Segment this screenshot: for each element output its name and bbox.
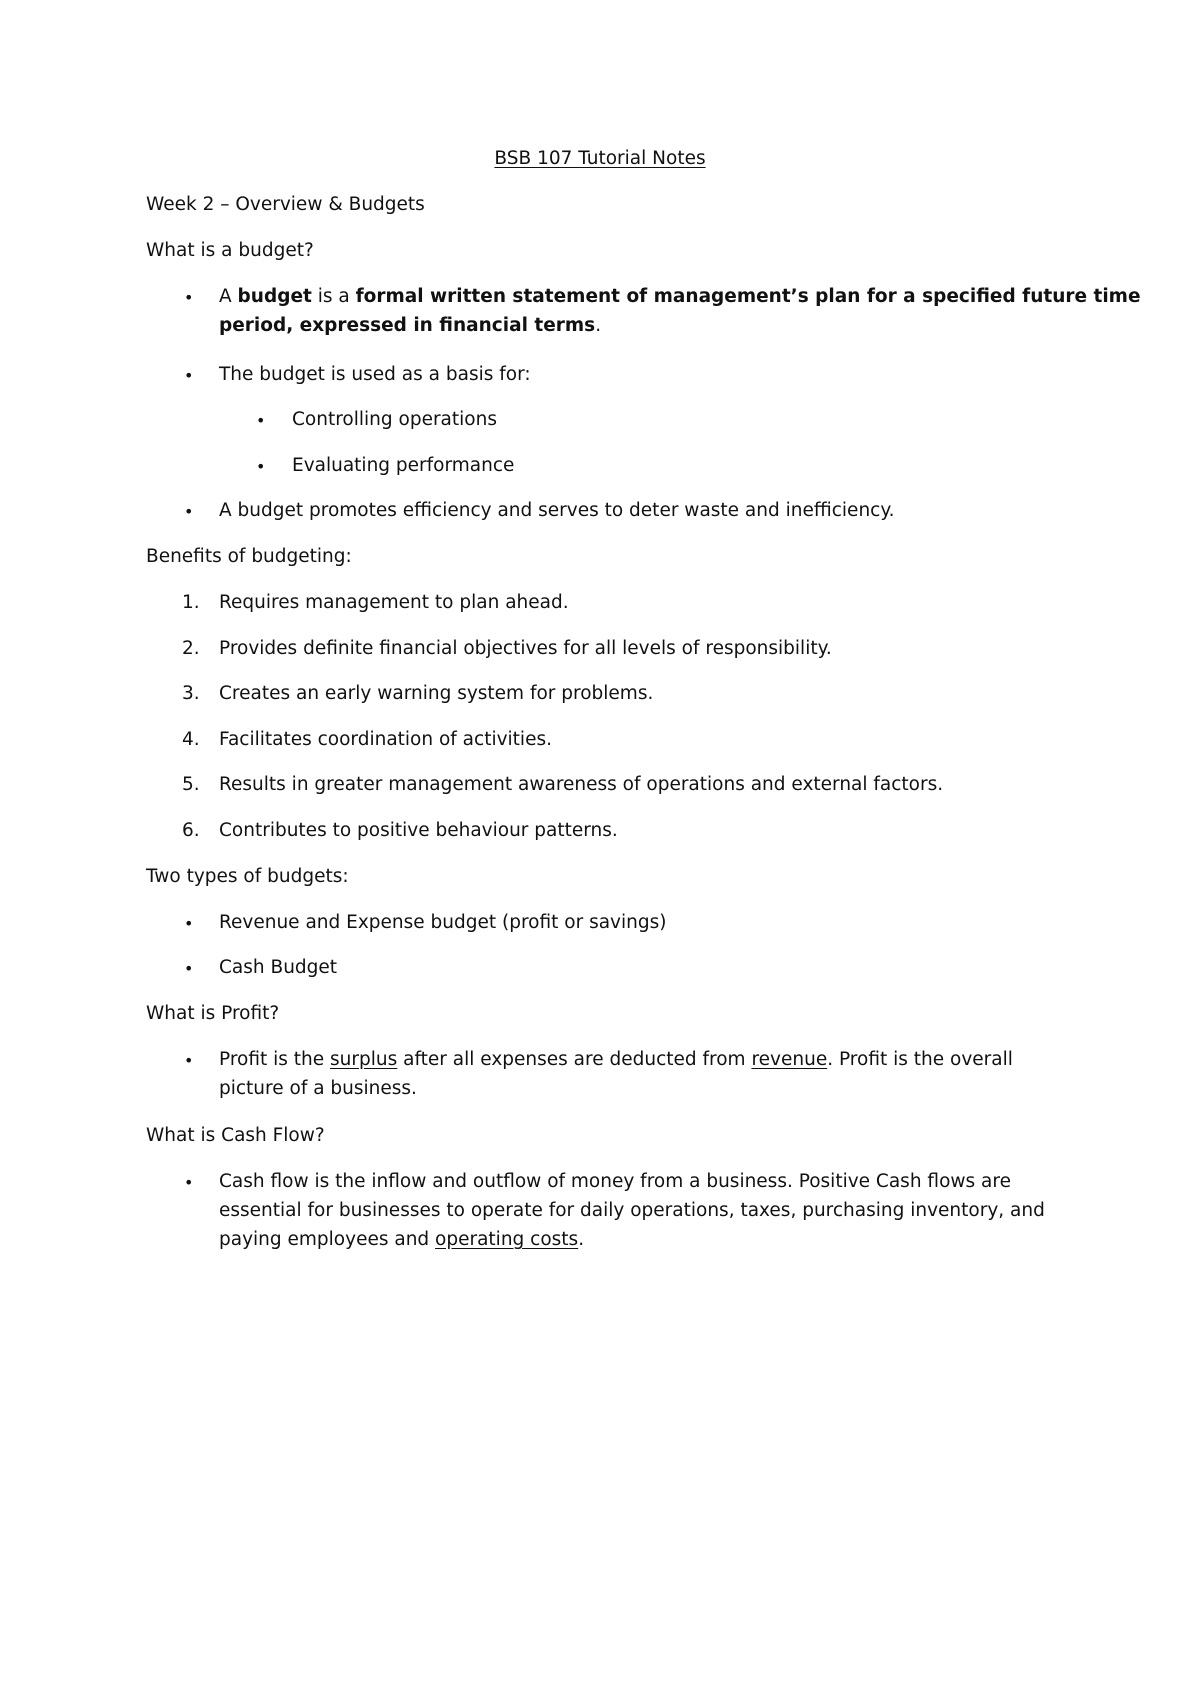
budget-type-revenue-expense: Revenue and Expense budget (profit or savings) [219, 912, 667, 933]
bullet-icon: • [184, 1173, 194, 1192]
bullet-icon: • [184, 959, 194, 978]
list-item-number: 6. [182, 820, 200, 841]
section-heading-cashflow: What is Cash Flow? [146, 1125, 325, 1146]
list-item-number: 3. [182, 683, 200, 704]
profit-definition-line2: picture of a business. [219, 1078, 417, 1099]
budget-definition-line1: A budget is a formal written statement of management’s plan for a specified future time [219, 286, 1141, 307]
bullet-icon: • [184, 288, 194, 307]
cashflow-definition-line2: essential for businesses to operate for daily operations, taxes, purchasing inventory, and [219, 1200, 1045, 1221]
basis-item-evaluating: Evaluating performance [292, 455, 515, 476]
list-item: Creates an early warning system for problems. [219, 683, 654, 704]
bullet-icon: • [184, 1051, 194, 1070]
section-heading-benefits: Benefits of budgeting: [146, 546, 352, 567]
list-item: Contributes to positive behaviour patterns. [219, 820, 618, 841]
list-item-number: 4. [182, 729, 200, 750]
budget-efficiency: A budget promotes efficiency and serves to deter waste and inefficiency. [219, 500, 895, 521]
list-item: Facilitates coordination of activities. [219, 729, 552, 750]
list-item-number: 2. [182, 638, 200, 659]
bullet-icon: • [256, 457, 266, 476]
list-item: Results in greater management awareness of operations and external factors. [219, 774, 944, 795]
document-title: BSB 107 Tutorial Notes [494, 148, 706, 169]
list-item: Requires management to plan ahead. [219, 592, 569, 613]
list-item: Provides definite financial objectives for all levels of responsibility. [219, 638, 832, 659]
profit-definition-line1: Profit is the surplus after all expenses are deducted from revenue. Profit is the overall [219, 1049, 1013, 1070]
bullet-icon: • [184, 366, 194, 385]
cashflow-definition-line3: paying employees and operating costs. [219, 1229, 585, 1250]
section-heading-profit: What is Profit? [146, 1003, 280, 1024]
list-item-number: 5. [182, 774, 200, 795]
week-heading: Week 2 – Overview & Budgets [146, 194, 425, 215]
basis-item-controlling: Controlling operations [292, 409, 497, 430]
budget-type-cash: Cash Budget [219, 957, 338, 978]
cashflow-definition-line1: Cash flow is the inflow and outflow of money from a business. Positive Cash flows are [219, 1171, 1011, 1192]
bullet-icon: • [256, 411, 266, 430]
section-heading-budget: What is a budget? [146, 240, 314, 261]
bullet-icon: • [184, 914, 194, 933]
budget-definition-line2: period, expressed in financial terms. [219, 315, 602, 336]
list-item-number: 1. [182, 592, 200, 613]
bullet-icon: • [184, 502, 194, 521]
budget-basis-intro: The budget is used as a basis for: [219, 364, 531, 385]
section-heading-types: Two types of budgets: [146, 866, 349, 887]
